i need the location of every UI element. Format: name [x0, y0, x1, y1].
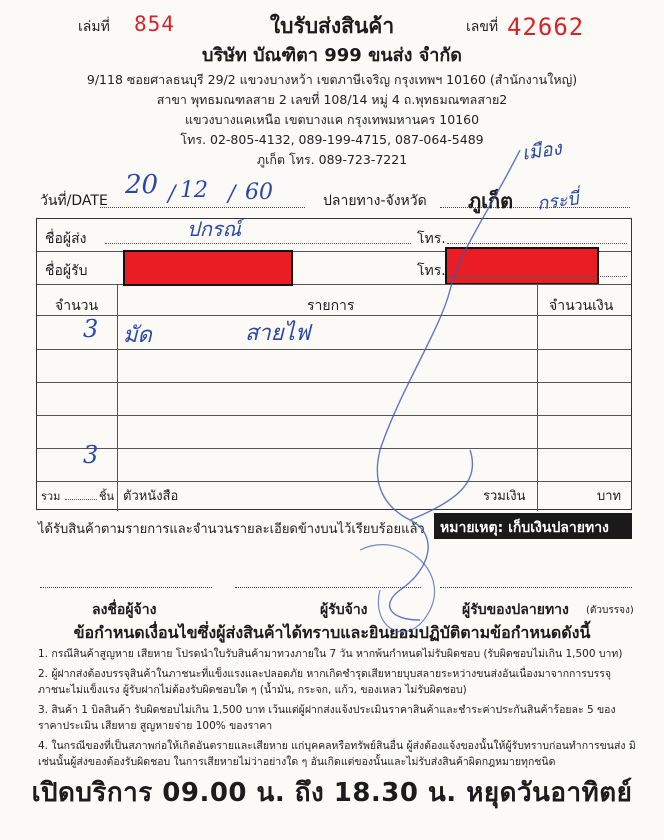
date-separator: / [228, 182, 236, 207]
receipt-number-label: เลขที่ [466, 19, 499, 35]
date-label: วันที่/DATE [40, 193, 108, 209]
receiver-row [37, 252, 631, 285]
handwritten-item-desc: สายไฟ [245, 321, 311, 346]
receipt-confirmation-text: ได้รับสินค้าตามรายการและจำนวนรายละเอียดข้างบนไว้เรียบร้อยแล้ว [38, 522, 425, 537]
book-number: 854 [134, 12, 175, 36]
sender-tel-dotted-line [447, 243, 627, 244]
shipment-table [36, 218, 632, 510]
destination-value: ภูเก็ต [468, 189, 514, 213]
date-dotted-line [100, 207, 305, 208]
handwritten-item-qty: 3 [83, 315, 99, 343]
service-hours: เปิดบริการ 09.00 น. ถึง 18.30 น. หยุดวันอาทิตย์ [31, 778, 633, 808]
condition-item: 2. ผู้ฝากส่งต้องบรรจุสินค้าในภาชนะที่แข็งแรงและปลอดภัย หากเกิดชำรุดเสียหายบุบสลายระหว่างขนส่งอันเนื่องมาจากการบรรจุภาชนะไม่แข็งแรง ผู้รับฝากไม่ต้องรับผิดชอบใด ๆ (น้ำมัน, กระจก, แก้ว, ของเหลว ไม่รับผิดชอบ) [38, 668, 612, 696]
column-header-item: รายการ [307, 298, 355, 314]
table-row-line [37, 315, 631, 316]
book-label: เล่มที่ [78, 19, 110, 35]
handwritten-sender-name: ปกรณ์ [187, 217, 242, 241]
address-line-3: แขวงบางแคเหนือ เขตบางแค กรุงเทพมหานคร 10160 [184, 112, 480, 127]
conditions-title: ข้อกำหนดเงื่อนไขซึ่งผู้ส่งสินค้าได้ทราบและยินยอมปฏิบัติตามข้อกำหนดดังนี้ [73, 623, 591, 642]
hirer-signature-line [40, 587, 212, 588]
handwritten-day: 20 [125, 170, 159, 200]
amount-column-divider [537, 285, 538, 511]
handwritten-month: 12 [180, 178, 208, 203]
table-total-line [37, 481, 631, 482]
qty-column-divider [117, 285, 118, 511]
total-label: รวม [41, 490, 61, 503]
receiver-tel-label: โทร. [417, 263, 446, 279]
hirer-signature-label: ลงชื่อผู้จ้าง [92, 602, 157, 618]
receiver-tel-dotted-line [447, 276, 627, 277]
date-separator: / [168, 182, 176, 207]
receiver-signature-label: ผู้รับของปลายทาง [462, 602, 569, 618]
phone-line: โทร. 02-805-4132, 089-199-4715, 087-064-5489 [180, 132, 484, 147]
condition-item: 1. กรณีสินค้าสูญหาย เสียหาย โปรดนำใบรับสินค้ามาทวงภายใน 7 วัน หากพ้นกำหนดไม่รับผิดชอบ (รับผิดชอบไม่เกิน 1,500 บาท) [38, 648, 623, 660]
phuket-phone-line: ภูเก็ต โทร. 089-723-7221 [256, 152, 408, 167]
handwritten-item-unit: มัด [123, 323, 152, 348]
condition-item: 4. ในกรณีของที่เป็นสภาพก่อให้เกิดอันตรายและเสียหาย แก่บุคคลหรือทรัพย์สินอื่น ผู้ส่งต้องแจ้งของนั้นให้ผู้รับทราบก่อนทำการขนส่ง มิเช่นนั้นผู้ส่งของต้องรับผิดชอบ ในการเสียหายไม่ว่าอย่างใด ๆ อันเกิดแต่ของนั้นและไม่รับส่งสินค้าผิดกฎหมายทุกชนิด [38, 740, 636, 768]
receiver-label: ชื่อผู้รับ [45, 263, 88, 279]
total-unit: ชิ้น [99, 490, 114, 503]
company-name: บริษัท บัณฑิตา 999 ขนส่ง จำกัด [202, 45, 462, 66]
sender-row [37, 219, 631, 252]
redacted-receiver-name [123, 250, 293, 286]
address-line-1: 9/118 ซอยศาลธนบุรี 29/2 แขวงบางหว้า เขตภาษีเจริญ กรุงเทพฯ 10160 (สำนักงานใหญ่) [86, 72, 578, 87]
receipt-number: 42662 [507, 13, 585, 41]
sender-tel-label: โทร. [417, 231, 446, 247]
sum-label: รวมเงิน [483, 489, 526, 504]
address-line-2: สาขา พุทธมณฑลสาย 2 เลขที่ 108/14 หมู่ 4 ถ.พุทธมณฑลสาย2 [156, 92, 508, 107]
contractor-signature-label: ผู้รับจ้าง [320, 602, 368, 618]
currency-label: บาท [597, 489, 622, 504]
amount-in-words-label: ตัวหนังสือ [123, 489, 179, 504]
document-title: ใบรับส่งสินค้า [269, 14, 395, 38]
table-row-line [37, 382, 631, 383]
handwritten-note-top: เมือง [520, 137, 564, 165]
column-header-amount: จำนวนเงิน [549, 298, 614, 314]
condition-item: 3. สินค้า 1 บิลสินค้า รับผิดชอบไม่เกิน 1,500 บาท เว้นแต่ผู้ฝากส่งแจ้งประเมินราคาสินค้าและชำระค่าประกันสินค้าร้อยละ 5 ของราคาประเมิน เสียหาย สูญหายจ่าย 100% ของราคา [38, 704, 616, 732]
handwritten-year: 60 [245, 180, 273, 205]
sender-dotted-line [105, 243, 411, 244]
cod-remark-badge: หมายเหตุ: เก็บเงินปลายทาง [434, 513, 632, 539]
receiver-signature-line [440, 587, 632, 588]
contractor-signature-line [235, 587, 421, 588]
destination-label: ปลายทาง-จังหวัด [323, 193, 427, 209]
table-row-line [37, 448, 631, 449]
handwritten-total-qty: 3 [83, 441, 99, 469]
table-row-line [37, 415, 631, 416]
column-header-qty: จำนวน [55, 298, 99, 314]
total-dotted-line [65, 499, 97, 500]
sender-label: ชื่อผู้ส่ง [45, 231, 87, 247]
receiver-signature-sublabel: (ตัวบรรจง) [586, 605, 634, 616]
handwritten-note-bottom: กระบี่ [535, 188, 581, 215]
